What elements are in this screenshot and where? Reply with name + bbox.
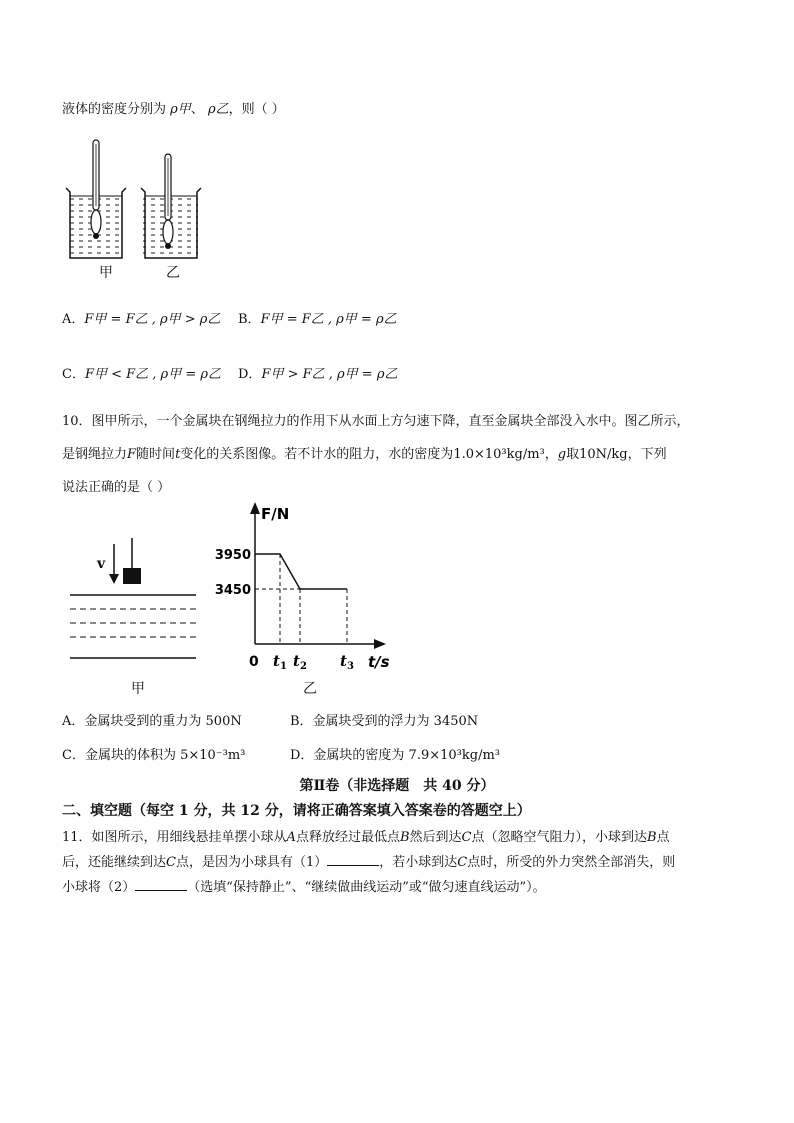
q11-text: 然后到达 <box>409 830 462 845</box>
option-letter: B． <box>238 312 261 327</box>
q10-water-figure <box>68 538 200 663</box>
x-tick-label: $t_3$ <box>340 652 354 672</box>
q10-line-1: 10．图甲所示，一个金属块在钢绳拉力的作用下从水面上方匀速下降，直至金属块全部没入水中。图乙所示， <box>62 414 690 429</box>
q10-option-c: C．金属块的体积为 5×10⁻³m³ <box>62 748 246 763</box>
beaker-right <box>141 154 201 258</box>
q9-intro-text: 液体的密度分别为 <box>62 102 167 117</box>
option-letter: D． <box>238 367 262 382</box>
x-axis-arrow-icon <box>374 639 386 649</box>
rho-jia: ρ甲 <box>170 102 191 117</box>
rho-yi: ρ乙 <box>207 102 229 117</box>
q10-text: ， <box>544 447 558 462</box>
option-letter: A． <box>62 312 85 327</box>
q10-option-a: A．金属块受到的重力为 500N <box>62 714 242 729</box>
q10-text: 取 <box>566 447 580 462</box>
q10-text: ，下列 <box>627 447 667 462</box>
q11-text: 点释放经过最低点 <box>295 830 400 845</box>
q9-option-b <box>238 308 397 327</box>
point-c: C <box>457 855 468 870</box>
metal-block <box>123 568 141 584</box>
x-tick-label: $t_2$ <box>293 652 307 672</box>
y-tick-label: 3950 <box>214 548 251 563</box>
point-a: A <box>286 830 296 845</box>
q9-option-c <box>62 363 221 382</box>
y-tick-label: 3450 <box>214 583 251 598</box>
q9-figure-label-jia: 甲 <box>99 265 113 281</box>
q10-text: 是钢绳拉力 <box>62 447 128 462</box>
q11-line-2 <box>62 851 675 870</box>
q11-line-3 <box>62 876 546 895</box>
force-time-chart <box>210 498 400 676</box>
answer-blank-1[interactable] <box>327 853 379 866</box>
q10-line-3: 说法正确的是（ ） <box>62 480 171 495</box>
q9-figure-label-yi: 乙 <box>166 265 180 281</box>
option-letter: C． <box>62 367 85 382</box>
q11-text: 点 <box>656 830 670 845</box>
point-b: B <box>399 830 410 845</box>
point-b: B <box>647 830 657 845</box>
q9-option-d <box>238 363 397 382</box>
q11-line-1 <box>62 826 670 845</box>
point-c: C <box>166 855 176 870</box>
q9-option-a <box>62 308 220 327</box>
q11-text: 小球将（2） <box>62 880 136 895</box>
q11-text: 点时，所受的外力突然全部消失，则 <box>467 855 676 870</box>
q11-text: 后，还能继续到达 <box>62 855 167 870</box>
q11-text: 点（忽略空气阻力），小球到达 <box>471 830 647 845</box>
q10-option-b: B．金属块受到的浮力为 3450N <box>290 714 479 729</box>
q10-text: 随时间 <box>136 447 176 462</box>
q10-var-g: g <box>557 447 567 462</box>
q10-text: 变化的关系图像。若不计水的阻力，水的密度为 <box>180 447 454 462</box>
arrow-head-icon <box>109 574 119 584</box>
q9-beaker-figure <box>60 136 210 286</box>
q10-var-t: t <box>175 447 181 462</box>
y-axis-label: F/N <box>261 505 290 523</box>
velocity-label: v <box>97 556 106 572</box>
q10-water-density: 1.0×10³kg/m³ <box>453 447 545 462</box>
option-formula: F甲 > F乙 , ρ甲 = ρ乙 <box>261 367 398 382</box>
q10-figure-caption-yi: 乙 <box>303 681 317 697</box>
section-title: 第Ⅱ卷（非选择题 共 40 分） <box>299 778 495 794</box>
separator: 、 <box>190 102 204 117</box>
q11-text: 点，是因为小球具有（1） <box>175 855 328 870</box>
q10-line-2 <box>62 443 667 462</box>
option-formula: F甲 < F乙 , ρ甲 = ρ乙 <box>84 367 221 382</box>
point-c: C <box>461 830 472 845</box>
q10-figure-caption-jia: 甲 <box>131 681 145 697</box>
y-axis-arrow-icon <box>250 502 260 514</box>
origin-label: 0 <box>249 654 259 670</box>
x-axis-label: t/s <box>368 653 390 671</box>
option-formula: F甲 = F乙 , ρ甲 > ρ乙 <box>84 312 221 327</box>
beaker-left <box>66 140 126 258</box>
q11-text: ，若小球到达 <box>379 855 458 870</box>
x-tick-label: $t_1$ <box>273 652 287 672</box>
answer-blank-2[interactable] <box>135 878 187 891</box>
q9-intro-line <box>62 98 285 117</box>
series-line <box>255 554 347 589</box>
option-formula: F甲 = F乙 , ρ甲 = ρ乙 <box>260 312 397 327</box>
q10-var-f: F <box>127 447 137 462</box>
q10-g-value: 10N/kg <box>579 447 628 462</box>
q11-text: （选填“保持静止”、“继续做曲线运动”或“做匀速直线运动”）。 <box>187 880 546 895</box>
section-subtitle: 二、填空题（每空 1 分，共 12 分，请将正确答案填入答案卷的答题空上） <box>62 803 531 819</box>
q9-tail: ，则（ ） <box>228 102 285 117</box>
q11-text: 11．如图所示，用细线悬挂单摆小球从 <box>62 830 287 845</box>
q10-option-d: D．金属块的密度为 7.9×10³kg/m³ <box>290 748 500 763</box>
